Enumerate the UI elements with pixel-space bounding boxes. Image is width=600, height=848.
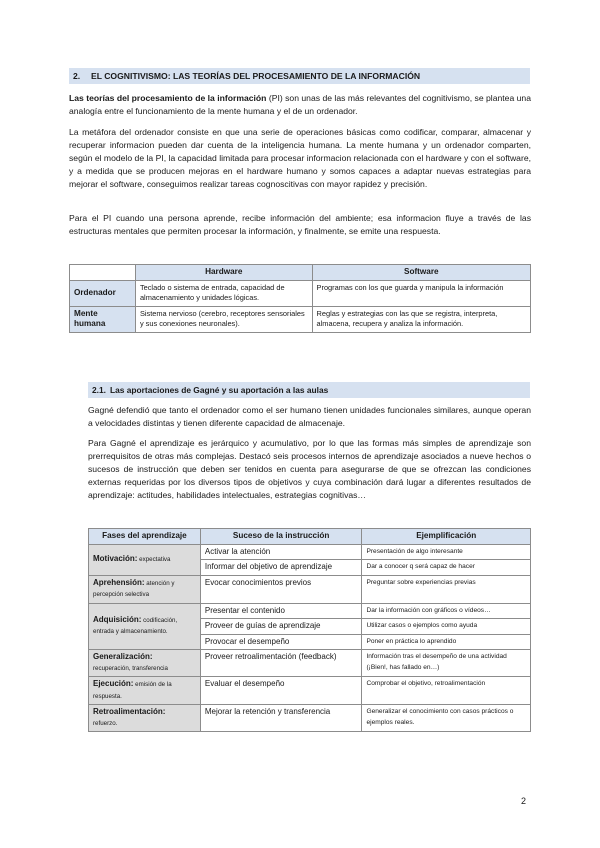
phase-name: Generalización:: [93, 652, 153, 661]
paragraph-flow: Para el PI cuando una persona aprende, recibe información del ambiente; esa informacion fluye a través de las estructuras mentales que permiten procesar la información, y finalmente, se emite una respuesta.: [69, 213, 531, 236]
phase-name: Ejecución:: [93, 679, 134, 688]
page-number: 2: [521, 796, 527, 806]
paragraph-metaphor: La metáfora del ordenador consiste en que una serie de operaciones básicas como codificar, comparar, almacenar y recuperar informacion pueden dar cuenta de la inteligencia humana. La mente humana y un ordenador comparten, según el modelo de la PI, la capacidad limitada para procesar informacion relacionada con el hardware y con el software, y a medida que se producen mejoras en el hardware humano y somos capaces a adaptar nuevas estrategias para mejorar el software, conseguimos realizar tareas cognoscitivas con mayor rapidez y precisión.: [69, 127, 531, 189]
event-cell: Mejorar la retención y transferencia: [200, 705, 362, 732]
hardware-software-table: [69, 264, 531, 333]
event-cell: Evocar conocimientos previos: [200, 575, 362, 603]
event-cell: Presentar el contenido: [200, 603, 362, 619]
table2-header-events: Suceso de la instrucción: [200, 529, 362, 545]
phase-note: atención y percepción selectiva: [93, 579, 175, 598]
paragraph-intro: [69, 92, 531, 118]
example-cell: Generalizar el conocimiento con casos prácticos o ejemplos reales.: [362, 705, 531, 732]
event-cell: Informar del objetivo de aprendizaje: [200, 560, 362, 576]
subsection-title: Las aportaciones de Gagné y su aportación a las aulas: [110, 385, 329, 395]
phase-name: Motivación:: [93, 553, 138, 563]
event-cell: Proveer de guías de aprendizaje: [200, 619, 362, 635]
table-row: [89, 650, 531, 677]
paragraph-intro-bold: Las teorías del procesamiento de la información: [69, 93, 267, 103]
phase-cell: [89, 677, 201, 705]
phase-name: Aprehensión:: [93, 577, 145, 587]
phase-cell: [89, 575, 201, 603]
event-cell: Activar la atención: [200, 544, 362, 560]
software-cell: Programas con los que guarda y manipula la información: [312, 280, 530, 306]
phase-note: recuperación, transferencia: [93, 664, 168, 672]
software-cell: Reglas y estrategias con las que se registra, interpreta, almacena, recupera y analiza la información.: [312, 306, 530, 332]
table1-corner: [70, 265, 136, 281]
table2-header-phases: Fases del aprendizaje: [89, 529, 201, 545]
hardware-cell: Teclado o sistema de entrada, capacidad de almacenamiento y unidades lógicas.: [135, 280, 312, 306]
table-row: [89, 677, 531, 705]
hardware-cell: Sistema nervioso (cerebro, receptores sensoriales y sus conexiones neuronales).: [135, 306, 312, 332]
example-cell: Dar la información con gráficos o vídeos…: [362, 603, 531, 619]
phase-name: Adquisición:: [93, 614, 142, 624]
example-cell: Comprobar el objetivo, retroalimentación: [362, 677, 531, 705]
table1-header-software: Software: [312, 265, 530, 281]
example-cell: Presentación de algo interesante: [362, 544, 531, 560]
paragraph-intro-rest: (PI) son unas de las más relevantes del cognitivismo, se plantea una analogía entre el funcionamiento de la mente humana y el de un ordenador.: [69, 93, 531, 116]
example-cell: Poner en práctica lo aprendido: [362, 634, 531, 650]
paragraph-gagne-hierarchy: Para Gagné el aprendizaje es jerárquico y acumulativo, por lo que las formas más simples de aprendizaje son prerrequisitos de otras más complejas. Destacó seis procesos internos de aprendizaje asociados a nueve hechos o sucesos de instrucción que deben ser tenidos en cuenta para asegurarse de que se ofrezcan las condiciones externas requeridas por los diversos tipos de objetivos y cuya combinación dará lugar a diferentes resultados de aprendizaje: actitudes, habilidades intelectuales, estrategias cognitivas…: [88, 438, 531, 500]
table-row: [70, 280, 531, 306]
section-heading: [69, 68, 530, 84]
phase-name: Retroalimentación:: [93, 707, 166, 716]
phase-cell: [89, 650, 201, 677]
phase-note: codificación, entrada y almacenamiento.: [93, 616, 178, 636]
table-row: [89, 603, 531, 619]
paragraph-gagne-units: Gagné defendió que tanto el ordenador como el ser humano tienen unidades funcionales similares, aunque operan a velocidades distintas y tienen diferente capacidad de almacenaje.: [88, 405, 531, 428]
table2-header-examples: Ejemplificación: [362, 529, 531, 545]
section-title: EL COGNITIVISMO: LAS TEORÍAS DEL PROCESAMIENTO DE LA INFORMACIÓN: [91, 71, 421, 81]
phase-note: expectativa: [137, 555, 171, 563]
section-number: 2.: [73, 71, 81, 81]
phase-note: refuerzo.: [93, 719, 118, 727]
row-label: Ordenador: [70, 280, 136, 306]
table-row: [89, 544, 531, 560]
example-cell: Dar a conocer q será capaz de hacer: [362, 560, 531, 576]
table-row: [70, 306, 531, 332]
example-cell: Utilizar casos o ejemplos como ayuda: [362, 619, 531, 635]
example-cell: Preguntar sobre experiencias previas: [362, 575, 531, 603]
subsection-number: 2.1.: [92, 385, 106, 395]
event-cell: Provocar el desempeño: [200, 634, 362, 650]
event-cell: Evaluar el desempeño: [200, 677, 362, 705]
phase-cell: [89, 705, 201, 732]
table-row: [89, 575, 531, 603]
example-cell: Información tras el desempeño de una actividad (¡Bien!, has fallado en…): [362, 650, 531, 677]
phase-note: emisión de la respuesta.: [93, 681, 172, 700]
event-cell: Proveer retroalimentación (feedback): [200, 650, 362, 677]
phase-cell: [89, 544, 201, 575]
phase-cell: [89, 603, 201, 650]
table-row: [89, 705, 531, 732]
row-label: Mente humana: [70, 306, 136, 332]
gagne-phases-table: [88, 528, 531, 732]
table1-header-hardware: Hardware: [135, 265, 312, 281]
subsection-heading: [88, 382, 530, 398]
